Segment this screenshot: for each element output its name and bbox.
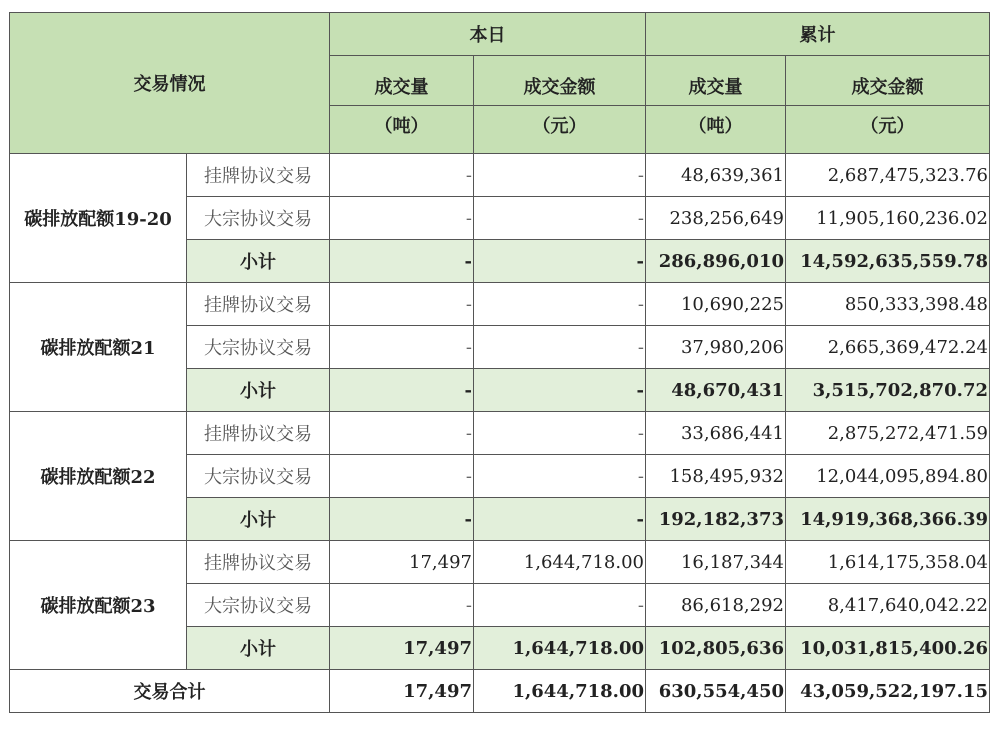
group-name: 碳排放配额21 [10,283,187,412]
trade-type: 大宗协议交易 [187,326,330,369]
cum-volume: 238,256,649 [646,197,786,240]
subtotal-label: 小计 [187,240,330,283]
today-volume: - [330,455,474,498]
cum-volume: 10,690,225 [646,283,786,326]
group-name: 碳排放配额19-20 [10,154,187,283]
today-volume: - [330,283,474,326]
header-cum-amount-unit: （元） [786,106,990,154]
header-today: 本日 [330,13,646,56]
today-amount: - [474,498,646,541]
header-cum-amount: 成交金额 [786,56,990,106]
subtotal-label: 小计 [187,498,330,541]
trading-summary-table [9,12,990,713]
total-row [10,670,990,713]
cum-amount: 850,333,398.48 [786,283,990,326]
header-cum-volume-unit: （吨） [646,106,786,154]
subtotal-label: 小计 [187,627,330,670]
trade-type: 挂牌协议交易 [187,412,330,455]
cum-amount: 11,905,160,236.02 [786,197,990,240]
today-amount: - [474,369,646,412]
cum-amount: 10,031,815,400.26 [786,627,990,670]
today-amount: - [474,455,646,498]
cum-volume: 33,686,441 [646,412,786,455]
today-volume: - [330,584,474,627]
cum-amount: 14,592,635,559.78 [786,240,990,283]
cum-volume: 48,639,361 [646,154,786,197]
total-label: 交易合计 [10,670,330,713]
trade-type: 大宗协议交易 [187,584,330,627]
today-amount: - [474,412,646,455]
header-today-volume-unit: （吨） [330,106,474,154]
today-volume: - [330,498,474,541]
cum-amount: 2,875,272,471.59 [786,412,990,455]
today-volume: - [330,154,474,197]
cum-volume: 158,495,932 [646,455,786,498]
trade-type: 大宗协议交易 [187,197,330,240]
table-header [10,13,990,154]
table-row [10,412,990,455]
header-today-volume: 成交量 [330,56,474,106]
today-volume: - [330,412,474,455]
today-amount: 1,644,718.00 [474,627,646,670]
header-trading-status: 交易情况 [10,13,330,154]
group-name: 碳排放配额22 [10,412,187,541]
table-row [10,541,990,584]
cum-amount: 12,044,095,894.80 [786,455,990,498]
today-amount: - [474,283,646,326]
table-row [10,283,990,326]
cum-volume: 86,618,292 [646,584,786,627]
cum-amount: 2,687,475,323.76 [786,154,990,197]
today-volume: - [330,240,474,283]
cum-amount: 2,665,369,472.24 [786,326,990,369]
table-row [10,154,990,197]
today-amount: - [474,240,646,283]
today-amount: - [474,584,646,627]
total-cum-volume: 630,554,450 [646,670,786,713]
total-today-amount: 1,644,718.00 [474,670,646,713]
cum-volume: 16,187,344 [646,541,786,584]
group-name: 碳排放配额23 [10,541,187,670]
today-volume: 17,497 [330,627,474,670]
table-body [10,154,990,713]
trade-type: 挂牌协议交易 [187,283,330,326]
today-volume: - [330,197,474,240]
header-today-amount: 成交金额 [474,56,646,106]
cum-volume: 37,980,206 [646,326,786,369]
cum-amount: 14,919,368,366.39 [786,498,990,541]
header-today-amount-unit: （元） [474,106,646,154]
subtotal-label: 小计 [187,369,330,412]
today-volume: - [330,369,474,412]
cum-volume: 48,670,431 [646,369,786,412]
today-volume: - [330,326,474,369]
cum-amount: 1,614,175,358.04 [786,541,990,584]
trade-type: 挂牌协议交易 [187,541,330,584]
today-amount: - [474,154,646,197]
today-volume: 17,497 [330,541,474,584]
total-today-volume: 17,497 [330,670,474,713]
trade-type: 大宗协议交易 [187,455,330,498]
header-cum-volume: 成交量 [646,56,786,106]
cum-amount: 8,417,640,042.22 [786,584,990,627]
header-cumulative: 累计 [646,13,990,56]
trade-type: 挂牌协议交易 [187,154,330,197]
today-amount: - [474,197,646,240]
today-amount: - [474,326,646,369]
cum-amount: 3,515,702,870.72 [786,369,990,412]
cum-volume: 286,896,010 [646,240,786,283]
cum-volume: 192,182,373 [646,498,786,541]
cum-volume: 102,805,636 [646,627,786,670]
total-cum-amount: 43,059,522,197.15 [786,670,990,713]
today-amount: 1,644,718.00 [474,541,646,584]
